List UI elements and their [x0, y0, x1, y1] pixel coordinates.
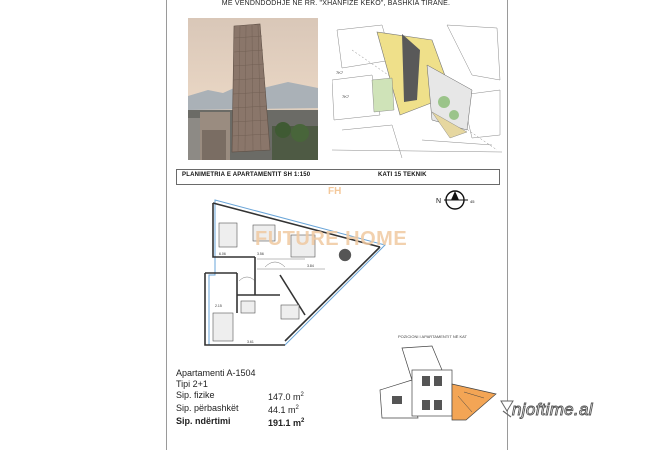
building-render-image: [188, 18, 318, 160]
area-value: 147.0 m: [268, 392, 301, 402]
key-plan-label: POZICIONI I APARTAMENTIT NË KAT: [398, 334, 467, 339]
plan-scale-title: PLANIMETRIA E APARTAMENTIT SH 1:150: [182, 172, 311, 178]
compass-north-icon: [432, 186, 482, 216]
area-unit-exponent: 2: [300, 392, 304, 398]
area-label: Sip. përbashkët: [176, 403, 239, 413]
area-value: 191.1 m: [268, 418, 302, 428]
svg-text:3.84: 3.84: [307, 264, 314, 268]
svg-text:6.06: 6.06: [219, 252, 226, 256]
site-location-map: [332, 20, 502, 160]
area-unit-exponent: 2: [301, 418, 305, 424]
area-row-total: [176, 416, 328, 429]
compass-degree: 45: [470, 199, 475, 204]
area-value: 44.1 m: [268, 405, 296, 415]
area-label: Sip. ndërtimi: [176, 416, 231, 426]
apartment-name: Apartamenti A-1504: [176, 368, 256, 378]
floor-title: KATI 15 TEKNIK: [378, 172, 427, 178]
watermark-monogram: FH: [328, 186, 342, 197]
watermark-text: FUTURE HOME: [255, 228, 408, 250]
svg-text:7K7: 7K7: [342, 94, 350, 99]
header-caption: ME VENDNDODHJE NË RR. "XHANFIZE KEKO", BASHKIA TIRANË.: [221, 0, 451, 7]
svg-text:7K7: 7K7: [336, 70, 344, 75]
apartment-floor-plan: [195, 195, 395, 365]
area-row-physical: [176, 390, 328, 403]
floor-key-plan: [372, 340, 500, 422]
svg-text:3.56: 3.56: [257, 252, 264, 256]
apartment-info: [176, 368, 328, 429]
area-label: Sip. fizike: [176, 390, 215, 400]
svg-text:2.15: 2.15: [215, 304, 222, 308]
area-row-common: [176, 403, 328, 416]
apartment-type: Tipi 2+1: [176, 379, 208, 389]
brand-watermark: njoftime.al: [512, 400, 593, 419]
area-unit-exponent: 2: [295, 405, 299, 411]
compass-north-letter: N: [436, 198, 442, 205]
svg-text:3.61: 3.61: [247, 340, 254, 344]
